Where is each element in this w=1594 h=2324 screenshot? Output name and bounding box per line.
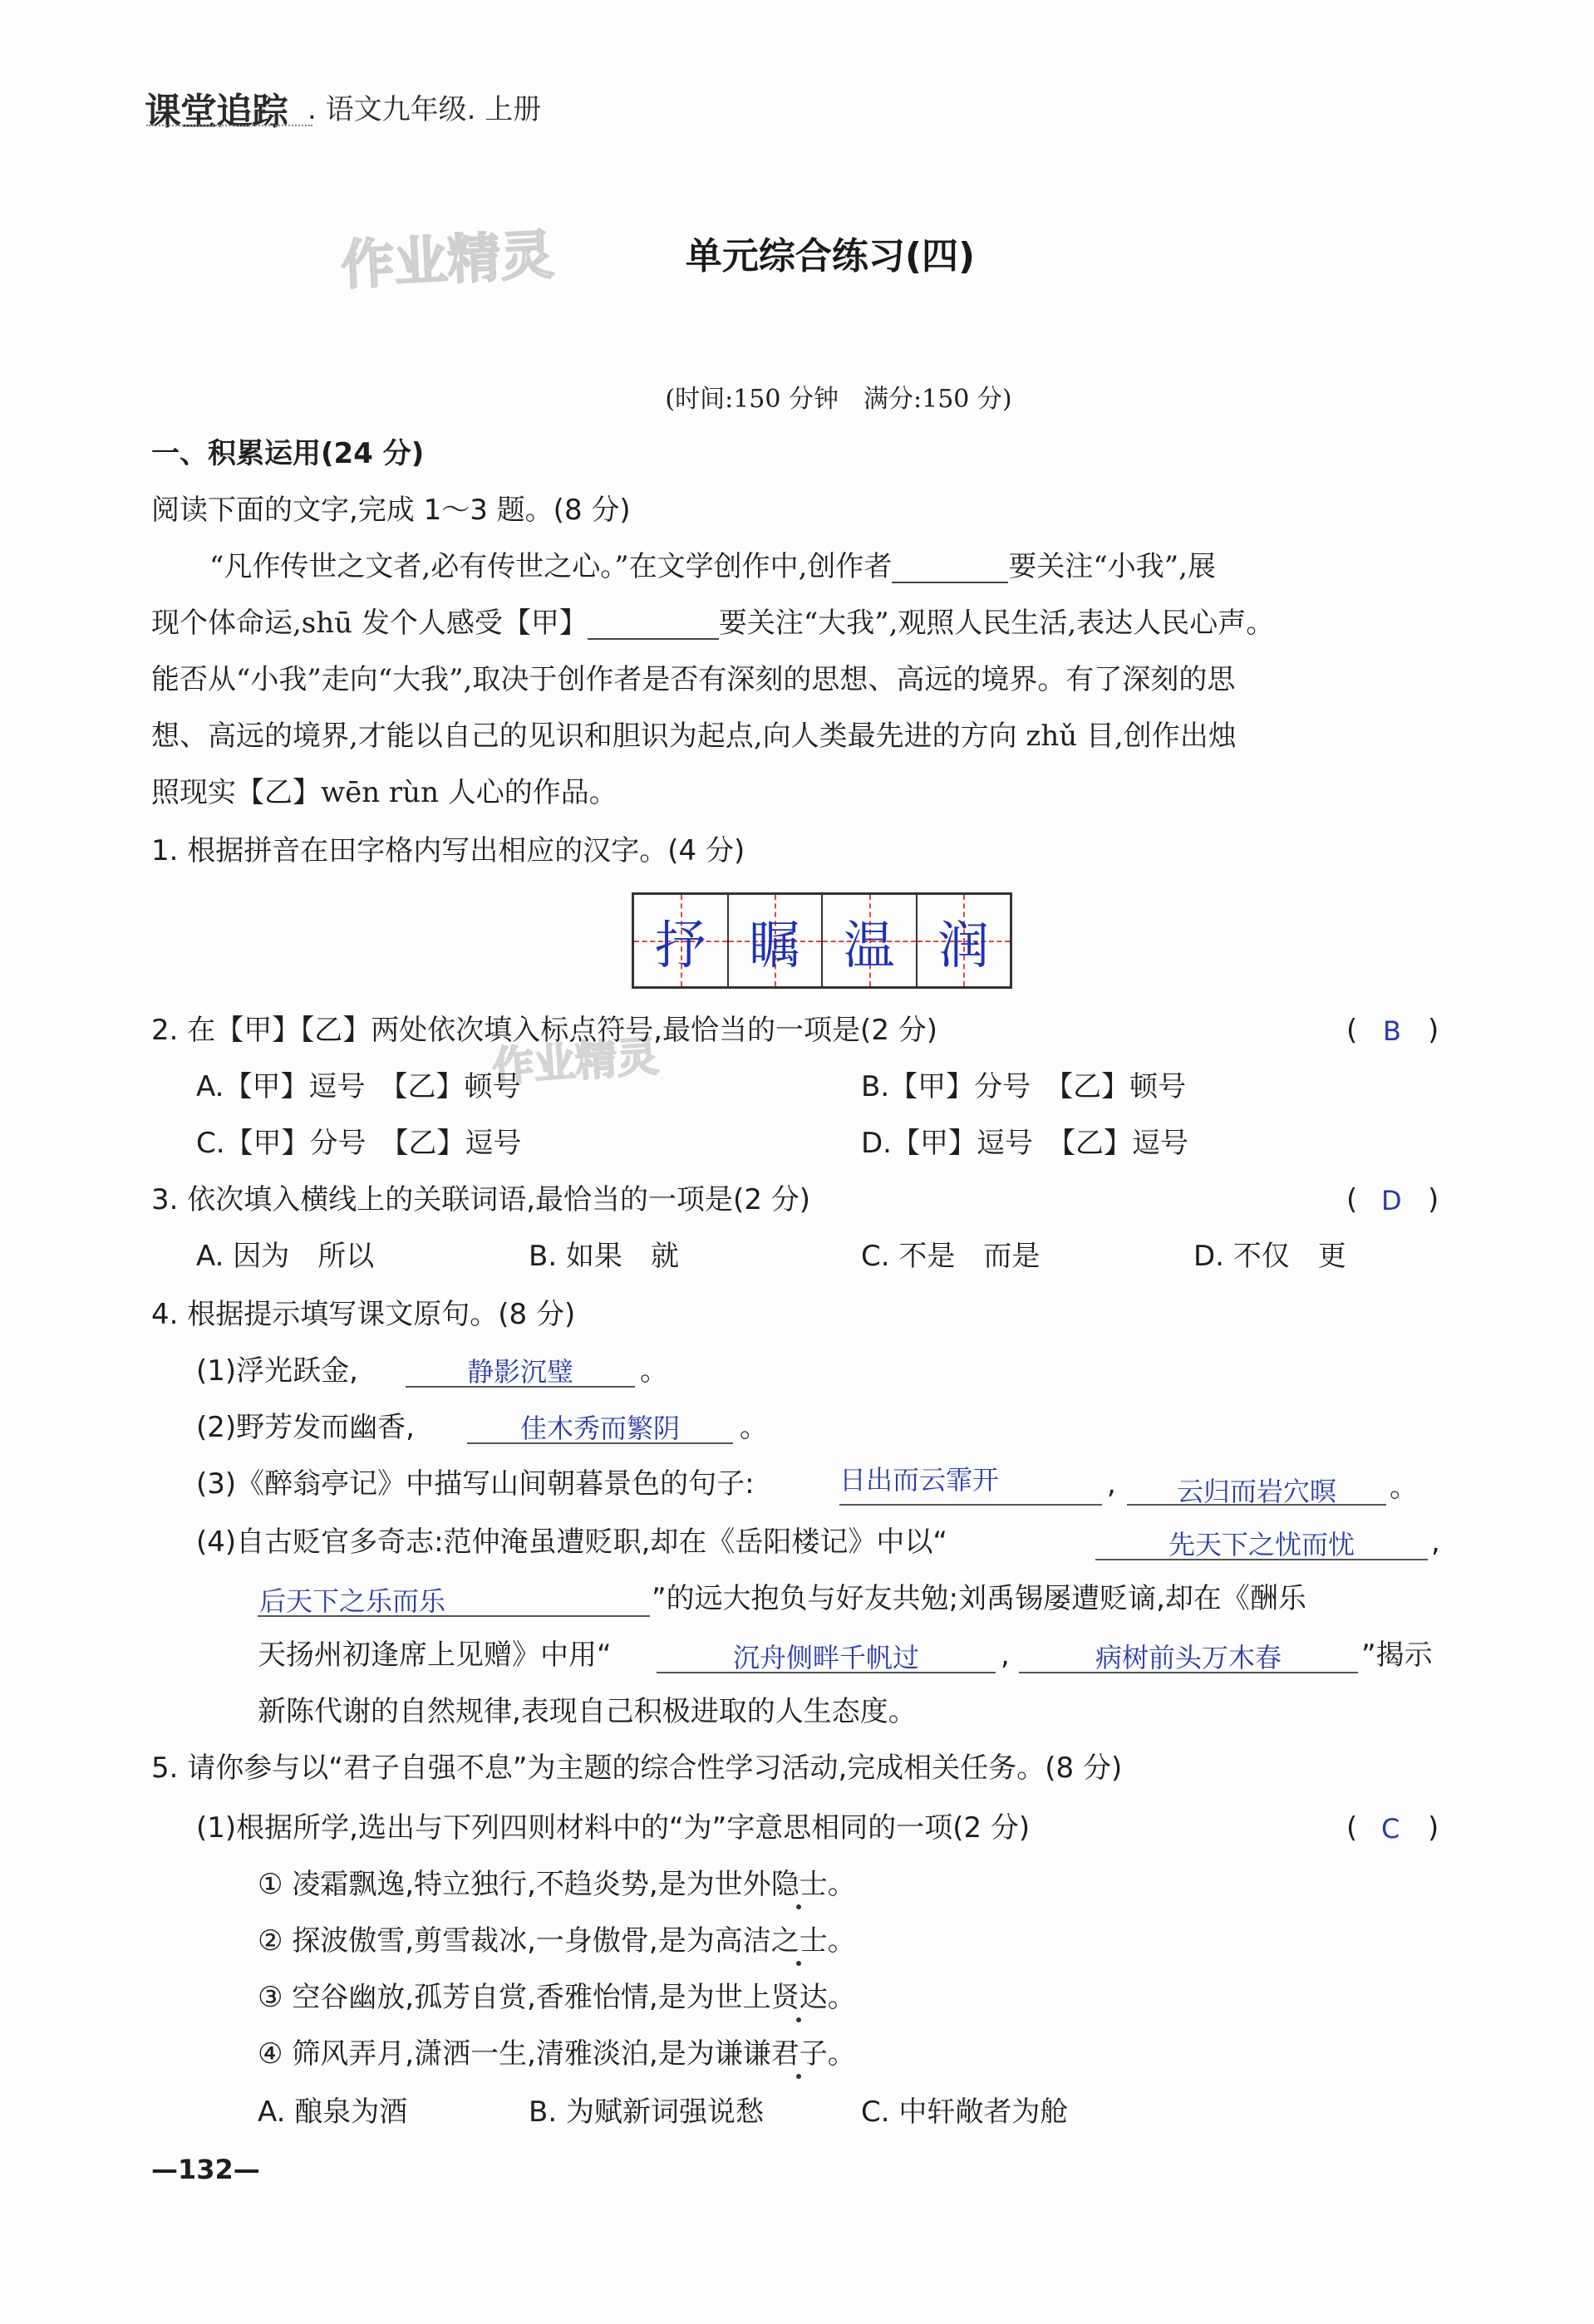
emphasis-dot: [796, 1904, 801, 1909]
punct: 。: [640, 1354, 668, 1388]
series-logo: 课堂追踪: [145, 91, 288, 133]
answer-paren-right: ): [1428, 1014, 1439, 1047]
section-heading: 一、积累运用(24 分): [151, 437, 425, 470]
q4-item-4-middle: ”的远大抱负与好友共勉;刘禹锡屡遭贬谪,却在《酬乐: [652, 1582, 1306, 1615]
q4-item-1-prefix: (1)浮光跃金,: [196, 1354, 358, 1388]
question-5-1-answer: C: [1381, 1813, 1400, 1845]
reading-intro: 阅读下面的文字,完成 1～3 题。(8 分): [151, 494, 631, 527]
answer-blank: [839, 1504, 1102, 1506]
question-5-stem: 5. 请你参与以“君子自强不息”为主题的综合性学习活动,完成相关任务。(8 分): [151, 1752, 1123, 1785]
option-b: B. 如果 就: [529, 1240, 679, 1273]
option-b: B. 为赋新词强说愁: [529, 2096, 764, 2129]
tianzige-grid: [632, 892, 1012, 989]
watermark: 作业精灵: [490, 1032, 661, 1092]
answer-paren-left: (: [1346, 1183, 1358, 1216]
q4-answer-4d: 病树前头万木春: [1095, 1642, 1282, 1673]
passage-blank: [588, 608, 719, 640]
q4-answer-4b: 后天下之乐而乐: [259, 1585, 446, 1617]
material-2: ② 探波傲雪,剪雪裁冰,一身傲骨,是为高洁之士。: [258, 1924, 856, 1958]
punct: ,: [1107, 1467, 1116, 1501]
answer-paren-left: (: [1346, 1811, 1358, 1845]
option-c: C. 中轩敞者为舱: [861, 2096, 1069, 2129]
material-4: ④ 筛风弄月,潇洒一生,清雅淡泊,是为谦谦君子。: [258, 2037, 856, 2071]
q4-item-4-line3: 天扬州初逢席上见赠》中用“: [258, 1639, 612, 1672]
q4-answer-1: 静影沉璧: [466, 1356, 573, 1388]
passage-line: 能否从“小我”走向“大我”,取决于创作者是否有深刻的思想、高远的境界。有了深刻的思: [151, 663, 1236, 696]
question-1-stem: 1. 根据拼音在田字格内写出相应的汉字。(4 分): [151, 834, 745, 867]
grid-cell: [823, 895, 918, 986]
option-d: D.【甲】逗号 【乙】逗号: [861, 1127, 1188, 1160]
passage-text: 要关注“小我”,展: [1008, 550, 1216, 583]
page-title: 单元综合练习(四): [685, 235, 976, 278]
passage-text: 要关注“大我”,观照人民生活,表达人民心声。: [718, 607, 1275, 640]
option-c: C. 不是 而是: [861, 1240, 1041, 1273]
grid-cell: [634, 895, 729, 986]
question-2-stem: 2. 在【甲】【乙】两处依次填入标点符号,最恰当的一项是(2 分): [151, 1014, 938, 1047]
q4-answer-2: 佳木秀而繁阴: [519, 1413, 680, 1444]
option-a: A. 因为 所以: [196, 1240, 375, 1273]
passage-blank: [892, 552, 1008, 583]
q4-item-4-line4: 新陈代谢的自然规律,表现自己积极进取的人生态度。: [258, 1695, 917, 1728]
exam-time-info: (时间:150 分钟 满分:150 分): [665, 385, 1012, 414]
option-d: D. 不仅 更: [1193, 1240, 1346, 1273]
q5-sub-1: (1)根据所学,选出与下列四则材料中的“为”字意思相同的一项(2 分): [196, 1811, 1031, 1845]
q4-answer-4c: 沉舟侧畔千帆过: [732, 1642, 919, 1673]
answer-paren-left: (: [1346, 1014, 1358, 1047]
passage-line: [209, 550, 1216, 583]
q4-item-3-prefix: (3)《醉翁亭记》中描写山间朝暮景色的句子:: [196, 1467, 755, 1501]
answer-paren-right: ): [1428, 1183, 1439, 1216]
question-2-answer: B: [1383, 1015, 1401, 1047]
option-a: A. 酿泉为酒: [258, 2096, 408, 2129]
punct: ,: [1431, 1526, 1440, 1559]
answer-char: 抒: [654, 914, 706, 975]
material-1: ① 凌霜飘逸,特立独行,不趋炎势,是为世外隐士。: [258, 1868, 856, 1901]
punct: ,: [1001, 1639, 1010, 1672]
passage-line: 想、高远的境界,才能以自己的见识和胆识为起点,向人类最先进的方向 zhǔ 目,创作出烛: [151, 720, 1237, 753]
emphasis-dot: [796, 2017, 801, 2022]
q4-answer-4a: 先天下之忧而忧: [1168, 1529, 1355, 1560]
option-b: B.【甲】分号 【乙】顿号: [861, 1070, 1187, 1103]
option-a: A.【甲】逗号 【乙】顿号: [196, 1070, 521, 1103]
option-c: C.【甲】分号 【乙】逗号: [196, 1127, 522, 1160]
emphasis-dot: [796, 1961, 801, 1966]
passage-text: “凡作传世之文者,必有传世之心。”在文学创作中,创作者: [209, 550, 893, 583]
q4-item-2-prefix: (2)野芳发而幽香,: [196, 1411, 415, 1444]
q4-item-4-line3-end: ”揭示: [1361, 1639, 1433, 1672]
punct: 。: [1390, 1471, 1418, 1504]
answer-char: 温: [843, 914, 895, 975]
q4-answer-3a: 日出而云霏开: [839, 1464, 1000, 1496]
answer-paren-right: ): [1428, 1811, 1439, 1845]
q4-answer-3b: 云归而岩穴暝: [1176, 1476, 1336, 1507]
grid-cell: [729, 895, 824, 986]
punct: 。: [740, 1411, 768, 1444]
watermark: 作业精灵: [339, 224, 556, 297]
question-3-answer: D: [1381, 1185, 1402, 1216]
q4-item-4-prefix: (4)自古贬官多奇志:范仲淹虽遭贬职,却在《岳阳楼记》中以“: [196, 1526, 948, 1559]
answer-char: 瞩: [749, 914, 801, 975]
passage-line: 照现实【乙】wēn rùn 人心的作品。: [151, 776, 617, 809]
material-3: ③ 空谷幽放,孤芳自赏,香雅怡情,是为世上贤达。: [258, 1981, 856, 2014]
passage-text: 现个体命运,shū 发个人感受【甲】: [151, 607, 588, 640]
book-subject: . 语文九年级. 上册: [307, 93, 542, 126]
grid-cell: [918, 895, 1011, 986]
emphasis-dot: [796, 2074, 801, 2079]
passage-line: [151, 607, 1274, 640]
page-number: —132—: [151, 2154, 260, 2185]
question-3-stem: 3. 依次填入横线上的关联词语,最恰当的一项是(2 分): [151, 1183, 811, 1216]
question-4-stem: 4. 根据提示填写课文原句。(8 分): [151, 1298, 576, 1331]
logo-underline: [146, 125, 312, 126]
answer-char: 润: [937, 914, 990, 975]
